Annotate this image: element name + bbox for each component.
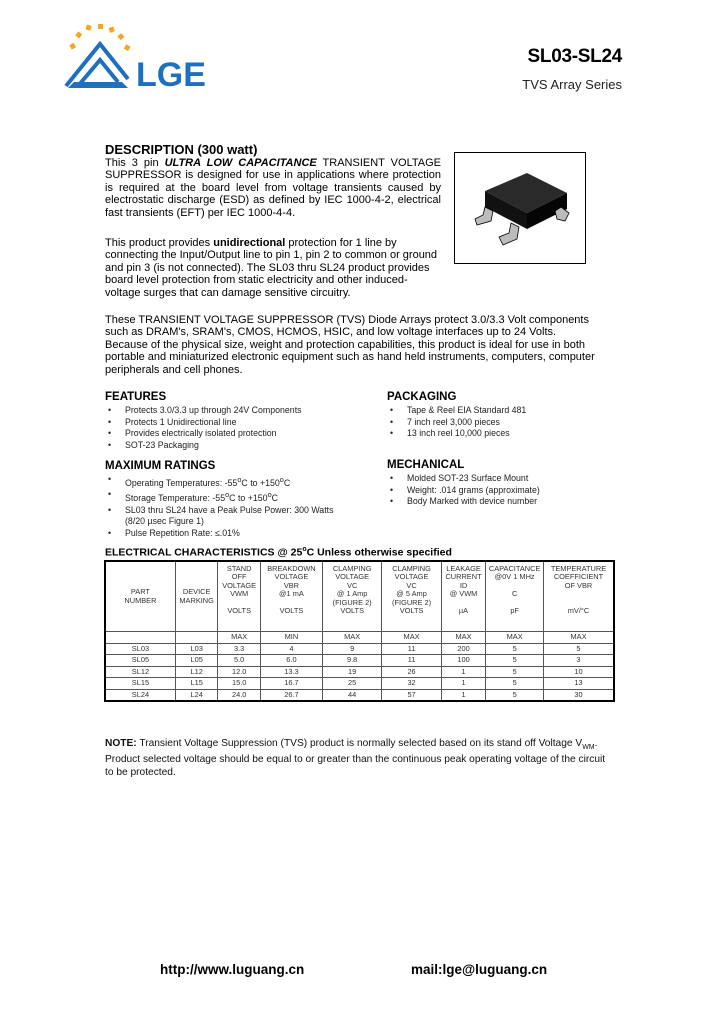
- emphasis-unidirectional: unidirectional: [213, 237, 286, 249]
- features-heading: FEATURES: [105, 391, 167, 403]
- header-line: VOLTAGE: [335, 572, 370, 582]
- table-cell: 5: [486, 643, 544, 655]
- series-subtitle: TVS Array Series: [522, 77, 622, 92]
- electrical-heading: ELECTRICAL CHARACTERISTICS @ 25$^o$C Unless otherwise specified: [105, 546, 452, 559]
- table-header-cell: [441, 561, 486, 632]
- table-cell: 5.0: [218, 655, 260, 667]
- table-cell: 12.0: [218, 666, 260, 678]
- header-line: PART: [130, 587, 150, 597]
- list-item: • 7 inch reel 3,000 pieces: [387, 417, 617, 429]
- table-header-cell: [175, 561, 218, 632]
- header-line: CAPACITANCE: [488, 564, 541, 573]
- table-cell: 200: [441, 643, 486, 655]
- table-cell: 3: [543, 655, 614, 667]
- header-line: ID: [459, 580, 468, 590]
- list-item: • Storage Temperature: -55$^o$C to $+150^oC$: [105, 489, 355, 504]
- email-link[interactable]: mail:lge@luguang.cn: [411, 962, 548, 977]
- company-logo: [62, 24, 232, 96]
- table-cell: 26.7: [260, 689, 322, 701]
- sot23-package-image: [454, 152, 586, 264]
- header-line: VOLTAGE: [274, 572, 309, 582]
- header-line: VWM: [230, 589, 249, 599]
- header-line: @ 1 Amp: [336, 589, 368, 599]
- list-item: • Operating Temperatures: -55$^o$C to $+150^oC$: [105, 474, 355, 489]
- table-cell: L05: [175, 655, 218, 667]
- header-line: DEVICE: [182, 587, 211, 597]
- table-cell: L24: [175, 689, 218, 701]
- table-cell: 30: [543, 689, 614, 701]
- header-line: mV/°C: [567, 606, 590, 615]
- table-cell: 5: [486, 678, 544, 690]
- table-cell: 32: [382, 678, 441, 690]
- table-cell: 57: [382, 689, 441, 701]
- table-row: [105, 666, 614, 678]
- emphasis-ultra-low-capacitance: ULTRA LOW CAPACITANCE: [164, 157, 317, 169]
- header-line: @ 5 Amp: [396, 589, 427, 599]
- header-line: µA: [458, 606, 469, 616]
- limit-cell: MAX: [382, 632, 441, 644]
- header-line: VOLTS: [279, 606, 304, 616]
- table-cell: 16.7: [260, 678, 322, 690]
- packaging-heading: PACKAGING: [387, 391, 457, 403]
- table-header-cell: [382, 561, 441, 632]
- table-row: [105, 678, 614, 690]
- header-line: pF: [510, 606, 519, 615]
- table-cell: SL05: [105, 655, 175, 667]
- header-line: VC: [406, 580, 417, 590]
- table-cell: SL24: [105, 689, 175, 701]
- max-ratings-heading: MAXIMUM RATINGS: [105, 460, 216, 472]
- max-ratings-list: [105, 474, 355, 539]
- header-line: LEAKAGE: [446, 564, 481, 573]
- list-item: • Tape & Reel EIA Standard 481: [387, 405, 617, 417]
- description-paragraph-2: This product provides unidirectional protection for 1 line by connecting the Input/Output line to pin 1, pin 2 to common or ground and pin 3 (is not connected). The SL03 thru SL24 product provides board level protection from static electricity and other induced-voltage surges that can damage sensitive circuitry.: [105, 237, 438, 299]
- table-cell: 5: [486, 689, 544, 701]
- table-cell: SL03: [105, 643, 175, 655]
- limit-cell: MAX: [322, 632, 381, 644]
- limit-cell: MAX: [543, 632, 614, 644]
- limit-cell: [175, 632, 218, 644]
- table-cell: 9.8: [322, 655, 381, 667]
- packaging-list: [387, 405, 617, 440]
- part-title: SL03-SL24: [527, 46, 622, 67]
- header-line: COEFFICIENT: [553, 572, 604, 582]
- list-item: • Pulse Repetition Rate: ≤.01%: [105, 528, 355, 540]
- table-row: [105, 655, 614, 667]
- list-item: • Protects 1 Unidirectional line: [105, 417, 345, 429]
- header-line: VOLTS: [399, 606, 424, 616]
- logo-mark-icon: [62, 24, 232, 96]
- description-paragraph-3: These TRANSIENT VOLTAGE SUPPRESSOR (TVS) Diode Arrays protect 3.0/3.3 Volt components such as DRAM's, SRAM's, CMOS, HCMOS, HSIC, and low voltage interfaces up to 24 Volts. Because of the physical size, weight and protection capabilities, this product is ideal for use in both portable and miniaturized electronic equipment such as hand held instruments, computers, computer peripherals and cell phones.: [105, 314, 595, 376]
- limit-cell: MAX: [441, 632, 486, 644]
- header-line: VOLTAGE: [222, 580, 257, 590]
- limit-cell: [105, 632, 175, 644]
- table-cell: 9: [322, 643, 381, 655]
- header-line: VOLTS: [227, 606, 251, 616]
- table-cell: 13: [543, 678, 614, 690]
- header-line: VOLTS: [340, 606, 364, 616]
- table-cell: 4: [260, 643, 322, 655]
- table-cell: L03: [175, 643, 218, 655]
- limit-cell: MAX: [218, 632, 260, 644]
- header-line: BREAKDOWN: [267, 564, 316, 573]
- table-cell: 44: [322, 689, 381, 701]
- table-cell: 1: [441, 666, 486, 678]
- table-cell: 11: [382, 643, 441, 655]
- list-item: • Body Marked with device number: [387, 496, 617, 508]
- header-line: VBR: [283, 580, 300, 590]
- table-cell: 25: [322, 678, 381, 690]
- sot23-chip-icon: [455, 153, 585, 263]
- header-line: VC: [347, 580, 358, 590]
- list-item: • SL03 thru SL24 have a Peak Pulse Power: 300 Watts (8/20 µsec Figure 1): [105, 505, 355, 528]
- header-line: MARKING: [179, 595, 214, 605]
- features-list: [105, 405, 345, 451]
- table-cell: 13.3: [260, 666, 322, 678]
- header-line: VOLTAGE: [394, 572, 429, 582]
- header-line: C: [511, 589, 518, 599]
- table-header-cell: [543, 561, 614, 632]
- header-line: @0V 1 MHz: [494, 572, 535, 582]
- table-row: [105, 689, 614, 701]
- table-cell: 11: [382, 655, 441, 667]
- list-item: • SOT-23 Packaging: [105, 440, 345, 452]
- header-line: (FIGURE 2): [392, 597, 432, 607]
- table-header-cell: [322, 561, 381, 632]
- table-cell: 19: [322, 666, 381, 678]
- header-line: STAND: [226, 564, 252, 573]
- selection-note: NOTE: Transient Voltage Suppression (TVS) product is normally selected based on its stand off Voltage $V_{WM}$. Product selected voltage should be equal to or greater than the continuous peak operating voltage of the circuit to be protected.: [105, 738, 606, 778]
- header-line: [545, 590, 612, 598]
- table-cell: 26: [382, 666, 441, 678]
- table-cell: 1: [441, 678, 486, 690]
- header-line: TEMPERATURE: [550, 564, 607, 573]
- table-cell: L12: [175, 666, 218, 678]
- logo-text: LGE: [136, 56, 206, 94]
- table-row: [105, 643, 614, 655]
- table-cell: SL15: [105, 678, 175, 690]
- table-cell: 3.3: [218, 643, 260, 655]
- list-item: • Weight: .014 grams (approximate): [387, 485, 617, 497]
- table-cell: 5: [543, 643, 614, 655]
- table-header-cell: [218, 561, 260, 632]
- table-cell: 5: [486, 655, 544, 667]
- header-line: OF VBR: [564, 580, 593, 590]
- list-item: • 13 inch reel 10,000 pieces: [387, 428, 617, 440]
- limit-cell: MAX: [486, 632, 544, 644]
- header-line: NUMBER: [124, 595, 157, 605]
- header-line: (FIGURE 2): [332, 597, 372, 607]
- table-cell: L15: [175, 678, 218, 690]
- table-cell: 6.0: [260, 655, 322, 667]
- table-cell: 15.0: [218, 678, 260, 690]
- table-header-cell: [105, 561, 175, 632]
- header-line: @1 mA: [279, 589, 304, 599]
- table-cell: 1: [441, 689, 486, 701]
- table-cell: 5: [486, 666, 544, 678]
- table-cell: 100: [441, 655, 486, 667]
- mechanical-heading: MECHANICAL: [387, 459, 465, 471]
- description-heading: DESCRIPTION (300 watt): [105, 142, 258, 157]
- description-paragraph-1: This 3 pin ULTRA LOW CAPACITANCE TRANSIENT VOLTAGE SUPPRESSOR is designed for use in applications where protection is required at the board level from voltage transients caused by electrostatic discharge (ESD) as defined by IEC 1000-4-2, electrical fast transients (EFT) per IEC 1000-4-4.: [105, 157, 442, 219]
- table-header-cell: [260, 561, 322, 632]
- header-line: CURRENT: [445, 572, 482, 582]
- electrical-characteristics-table: [104, 560, 615, 702]
- table-header-cell: [486, 561, 544, 632]
- note-label: NOTE:: [105, 738, 137, 749]
- list-item: • Molded SOT-23 Surface Mount: [387, 473, 617, 485]
- header-line: @ VWM: [449, 589, 478, 599]
- header-line: CLAMPING: [392, 564, 431, 573]
- mechanical-list: [387, 473, 617, 508]
- table-cell: 24.0: [218, 689, 260, 701]
- limit-cell: MIN: [260, 632, 322, 644]
- header-line: CLAMPING: [332, 564, 372, 573]
- list-item: • Provides electrically isolated protection: [105, 428, 345, 440]
- header-line: OFF: [231, 572, 247, 582]
- table-cell: SL12: [105, 666, 175, 678]
- list-item: • Protects 3.0/3.3 up through 24V Components: [105, 405, 345, 417]
- table-cell: 10: [543, 666, 614, 678]
- website-link[interactable]: http://www.luguang.cn: [160, 962, 305, 977]
